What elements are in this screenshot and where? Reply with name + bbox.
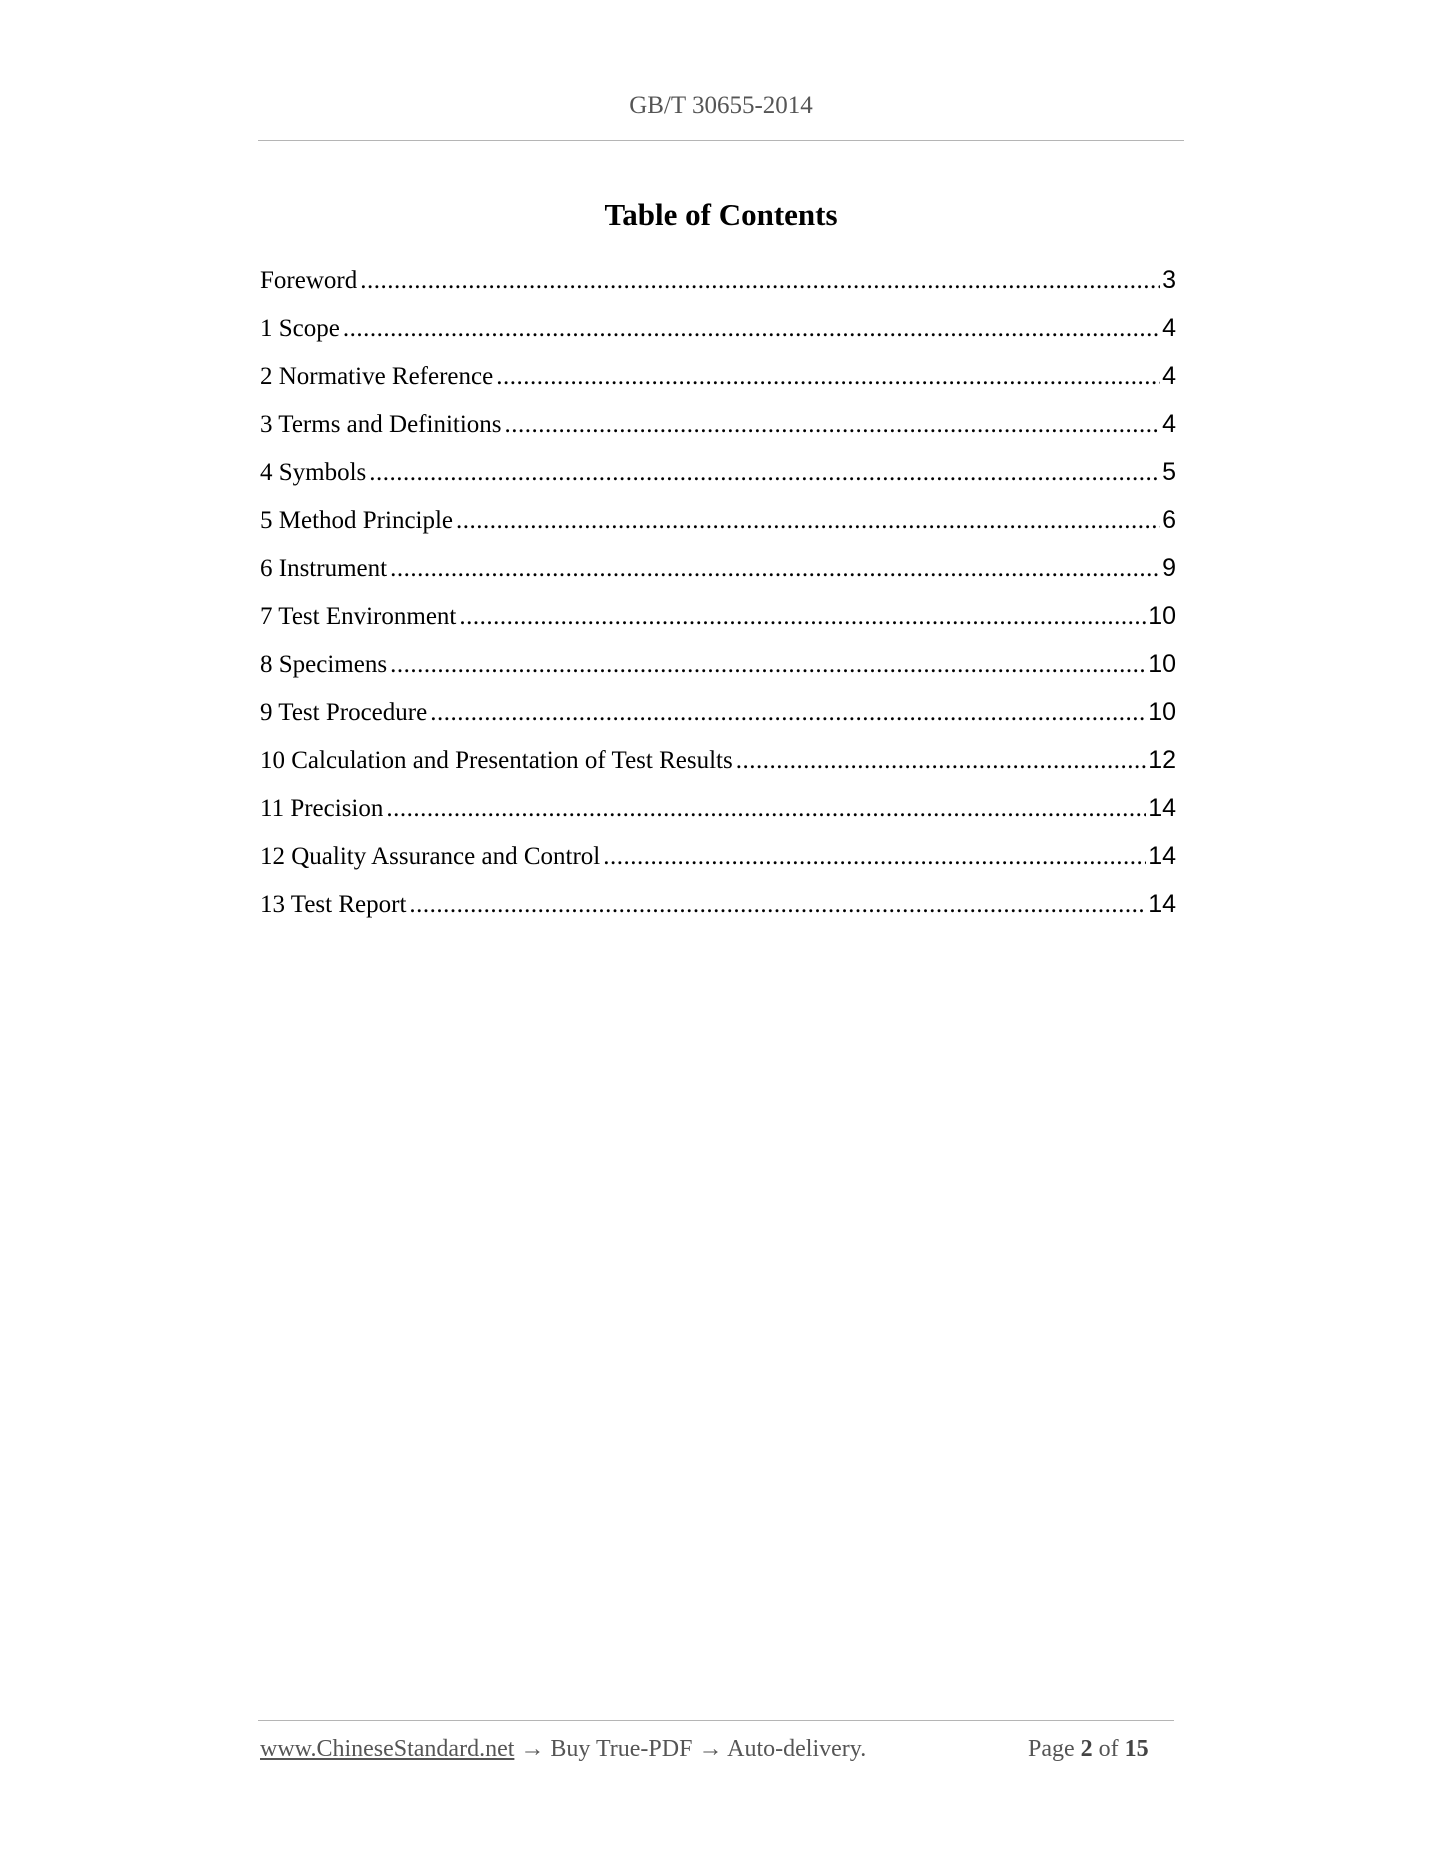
toc-entry-symbols[interactable]	[260, 454, 1176, 502]
toc-entry-label: 2 Normative Reference	[260, 363, 494, 390]
footer-divider	[258, 1720, 1174, 1721]
toc-dot-leader	[459, 599, 1146, 635]
toc-entry-test-procedure[interactable]	[260, 694, 1176, 742]
toc-entry-label: 13 Test Report	[260, 891, 407, 918]
toc-entry-label: 9 Test Procedure	[260, 699, 428, 726]
header-divider	[258, 140, 1184, 141]
toc-entry-foreword[interactable]	[260, 262, 1176, 310]
toc-entry-page: 4	[1162, 362, 1176, 390]
toc-dot-leader	[386, 791, 1146, 827]
toc-entry-page: 6	[1162, 506, 1176, 534]
toc-entry-precision[interactable]	[260, 790, 1176, 838]
toc-entry-scope[interactable]	[260, 310, 1176, 358]
toc-entry-method-principle[interactable]	[260, 502, 1176, 550]
toc-entry-label: 5 Method Principle	[260, 507, 454, 534]
toc-dot-leader	[390, 647, 1146, 683]
toc-entry-test-report[interactable]	[260, 886, 1176, 934]
toc-entry-label: 10 Calculation and Presentation of Test Results	[260, 747, 733, 774]
toc-entry-specimens[interactable]	[260, 646, 1176, 694]
toc-entry-page: 4	[1162, 410, 1176, 438]
toc-entry-page: 14	[1148, 890, 1176, 918]
toc-dot-leader	[603, 839, 1146, 875]
toc-dot-leader	[369, 455, 1160, 491]
toc-entry-page: 14	[1148, 842, 1176, 870]
toc-entry-page: 10	[1148, 698, 1176, 726]
toc-dot-leader	[736, 743, 1146, 779]
toc-entry-page: 10	[1148, 650, 1176, 678]
toc-entry-label: 3 Terms and Definitions	[260, 411, 502, 438]
of-word: of	[1098, 1736, 1119, 1762]
toc-entry-terms-and-definitions[interactable]	[260, 406, 1176, 454]
toc-entry-page: 10	[1148, 602, 1176, 630]
buy-true-pdf-text: Buy True-PDF	[550, 1736, 693, 1762]
toc-entry-page: 9	[1162, 554, 1176, 582]
arrow-right-icon: →	[520, 1736, 545, 1762]
toc-entry-label: 11 Precision	[260, 795, 384, 822]
toc-entry-normative-reference[interactable]	[260, 358, 1176, 406]
toc-entry-quality-assurance-and-control[interactable]	[260, 838, 1176, 886]
arrow-right-icon: →	[698, 1736, 723, 1762]
toc-dot-leader	[390, 551, 1160, 587]
current-page-number: 2	[1080, 1736, 1093, 1762]
toc-list	[260, 262, 1176, 934]
toc-entry-label: 1 Scope	[260, 315, 340, 342]
toc-entry-test-environment[interactable]	[260, 598, 1176, 646]
toc-dot-leader	[496, 359, 1160, 395]
toc-entry-label: 4 Symbols	[260, 459, 367, 486]
toc-entry-page: 4	[1162, 314, 1176, 342]
toc-entry-instrument[interactable]	[260, 550, 1176, 598]
toc-dot-leader	[456, 503, 1160, 539]
toc-entry-page: 5	[1162, 458, 1176, 486]
toc-entry-label: 6 Instrument	[260, 555, 388, 582]
toc-entry-label: 7 Test Environment	[260, 603, 457, 630]
site-link[interactable]: www.ChineseStandard.net	[260, 1736, 515, 1762]
toc-entry-label: 12 Quality Assurance and Control	[260, 843, 601, 870]
toc-dot-leader	[360, 263, 1160, 299]
toc-dot-leader	[505, 407, 1161, 443]
toc-entry-page: 12	[1148, 746, 1176, 774]
document-code-header: GB/T 30655-2014	[629, 92, 813, 119]
toc-dot-leader	[343, 311, 1160, 347]
toc-entry-calculation-and-presentation[interactable]	[260, 742, 1176, 790]
toc-entry-label: Foreword	[260, 267, 358, 294]
toc-entry-page: 3	[1162, 266, 1176, 294]
toc-entry-label: 8 Specimens	[260, 651, 388, 678]
toc-title: Table of Contents	[604, 197, 838, 232]
total-page-count: 15	[1124, 1736, 1149, 1762]
footer-promo	[260, 1736, 866, 1763]
auto-delivery-text: Auto-delivery.	[727, 1736, 867, 1762]
page-word: Page	[1028, 1736, 1075, 1762]
page-indicator	[1028, 1736, 1149, 1763]
toc-dot-leader	[430, 695, 1146, 731]
toc-entry-page: 14	[1148, 794, 1176, 822]
toc-dot-leader	[409, 887, 1146, 923]
